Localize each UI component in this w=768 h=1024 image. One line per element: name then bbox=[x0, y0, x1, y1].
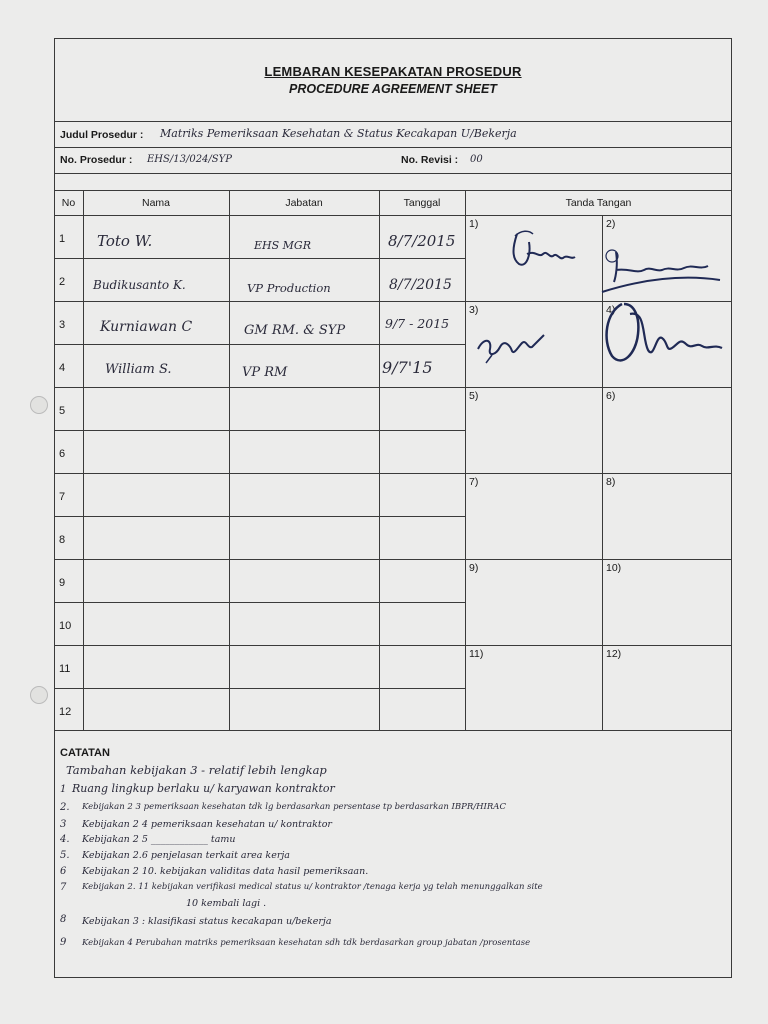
row-position: VP RM bbox=[242, 365, 288, 380]
row-line bbox=[54, 602, 465, 603]
row-number: 9 bbox=[59, 577, 66, 589]
row-number: 1 bbox=[59, 233, 66, 245]
divider bbox=[54, 147, 732, 148]
sig-label-6: 6) bbox=[606, 390, 616, 402]
row-line bbox=[54, 344, 465, 345]
note-number: 3 bbox=[60, 819, 67, 830]
row-line bbox=[54, 688, 465, 689]
note-text: Kebijakan 2 5 ____________ tamu bbox=[82, 834, 236, 845]
note-text: Kebijakan 3 : klasifikasi status kecakapan u/bekerja bbox=[82, 916, 332, 927]
row-date: 8/7/2015 bbox=[389, 277, 452, 293]
row-number: 3 bbox=[59, 319, 66, 331]
row-date: 8/7/2015 bbox=[388, 232, 456, 250]
row-name: Toto W. bbox=[97, 232, 153, 250]
row-number: 10 bbox=[59, 620, 72, 632]
no-revisi-label: No. Revisi : bbox=[401, 154, 459, 166]
sig-label-4: 4) bbox=[606, 304, 616, 316]
form-header bbox=[54, 38, 732, 122]
form-title: LEMBARAN KESEPAKATAN PROSEDUR bbox=[264, 64, 522, 79]
sig-line bbox=[465, 559, 732, 560]
no-prosedur-value: EHS/13/024/SYP bbox=[147, 154, 232, 165]
sig-line bbox=[465, 387, 732, 388]
note-text: 10 kembali lagi . bbox=[186, 898, 267, 909]
judul-label: Judul Prosedur : bbox=[60, 129, 144, 141]
row-line bbox=[54, 645, 465, 646]
row-line bbox=[54, 430, 465, 431]
punch-hole bbox=[30, 686, 48, 704]
header-bottom bbox=[54, 215, 732, 216]
note-text: Kebijakan 2.6 penjelasan terkait area kerja bbox=[82, 850, 290, 861]
row-date: 9/7 - 2015 bbox=[385, 316, 450, 331]
sig-label-7: 7) bbox=[469, 476, 479, 488]
header-tanda-tangan: Tanda Tangan bbox=[565, 197, 632, 209]
sig-line bbox=[465, 473, 732, 474]
divider bbox=[54, 173, 732, 174]
sig-label-9: 9) bbox=[469, 562, 479, 574]
row-name: Budikusanto K. bbox=[93, 278, 186, 292]
no-revisi-value: 00 bbox=[470, 154, 483, 165]
note-number: 6 bbox=[60, 866, 67, 877]
row-number: 4 bbox=[59, 362, 66, 374]
col-divider bbox=[379, 190, 380, 730]
row-line bbox=[54, 387, 465, 388]
sig-label-11: 11) bbox=[469, 648, 484, 660]
note-text: Ruang lingkup berlaku u/ karyawan kontraktor bbox=[72, 782, 335, 795]
note-number: 9 bbox=[60, 937, 67, 948]
col-divider bbox=[83, 190, 84, 730]
row-line bbox=[54, 516, 465, 517]
row-position: VP Production bbox=[247, 281, 331, 295]
note-number: 2. bbox=[60, 802, 70, 813]
note-number: 7 bbox=[60, 882, 67, 893]
catatan-intro: Tambahan kebijakan 3 - relatif lebih lengkap bbox=[66, 763, 327, 777]
header-no: No bbox=[61, 197, 76, 209]
table-top bbox=[54, 190, 732, 191]
note-text: Kebijakan 2 4 pemeriksaan kesehatan u/ kontraktor bbox=[82, 819, 332, 830]
row-number: 11 bbox=[59, 663, 71, 675]
col-divider bbox=[229, 190, 230, 730]
signature-1 bbox=[505, 224, 585, 274]
header-nama: Nama bbox=[141, 197, 170, 209]
judul-value: Matriks Pemeriksaan Kesehatan & Status Kecakapan U/Bekerja bbox=[160, 127, 517, 140]
row-name: William S. bbox=[105, 362, 172, 377]
sig-label-12: 12) bbox=[606, 648, 622, 660]
row-position: EHS MGR bbox=[254, 239, 311, 252]
signature-4 bbox=[600, 294, 730, 376]
col-divider bbox=[465, 190, 466, 730]
sig-label-5: 5) bbox=[469, 390, 479, 402]
row-number: 7 bbox=[59, 491, 66, 503]
note-text: Kebijakan 2. 11 kebijakan verifikasi medical status u/ kontraktor /tenaga kerja yg telah menunggalkan site bbox=[82, 882, 543, 892]
note-number: 4. bbox=[60, 834, 70, 845]
sig-label-2: 2) bbox=[606, 218, 616, 230]
note-text: Kebijakan 4 Perubahan matriks pemeriksaan kesehatan sdh tdk berdasarkan group jabatan /prosentase bbox=[82, 938, 531, 948]
row-number: 5 bbox=[59, 405, 66, 417]
signature-3 bbox=[470, 325, 550, 365]
row-date: 9/7'15 bbox=[382, 358, 433, 377]
row-line bbox=[54, 301, 465, 302]
row-name: Kurniawan C bbox=[100, 319, 193, 335]
note-text: Kebijakan 2 10. kebijakan validitas data hasil pemeriksaan. bbox=[82, 866, 369, 877]
sig-label-8: 8) bbox=[606, 476, 616, 488]
signature-2 bbox=[600, 240, 725, 298]
note-number: 5. bbox=[60, 850, 70, 861]
note-number: 8 bbox=[60, 914, 67, 925]
form-subtitle: PROCEDURE AGREEMENT SHEET bbox=[289, 82, 497, 96]
note-text: Kebijakan 2 3 pemeriksaan kesehatan tdk lg berdasarkan persentase tp berdasarkan IBPR/HIRAC bbox=[82, 802, 506, 812]
row-line bbox=[54, 258, 465, 259]
row-line bbox=[54, 473, 465, 474]
row-number: 8 bbox=[59, 534, 66, 546]
sig-label-10: 10) bbox=[606, 562, 622, 574]
table-bottom bbox=[54, 730, 732, 731]
sig-label-1: 1) bbox=[469, 218, 479, 230]
no-prosedur-label: No. Prosedur : bbox=[60, 154, 133, 166]
sig-label-3: 3) bbox=[469, 304, 479, 316]
row-number: 6 bbox=[59, 448, 66, 460]
header-jabatan: Jabatan bbox=[285, 197, 323, 209]
row-line bbox=[54, 559, 465, 560]
catatan-label: CATATAN bbox=[60, 747, 110, 759]
header-tanggal: Tanggal bbox=[403, 197, 441, 209]
row-position: GM RM. & SYP bbox=[244, 323, 346, 338]
note-number: 1 bbox=[60, 784, 67, 795]
punch-hole bbox=[30, 396, 48, 414]
row-number: 12 bbox=[59, 706, 72, 718]
sig-line bbox=[465, 645, 732, 646]
row-number: 2 bbox=[59, 276, 66, 288]
